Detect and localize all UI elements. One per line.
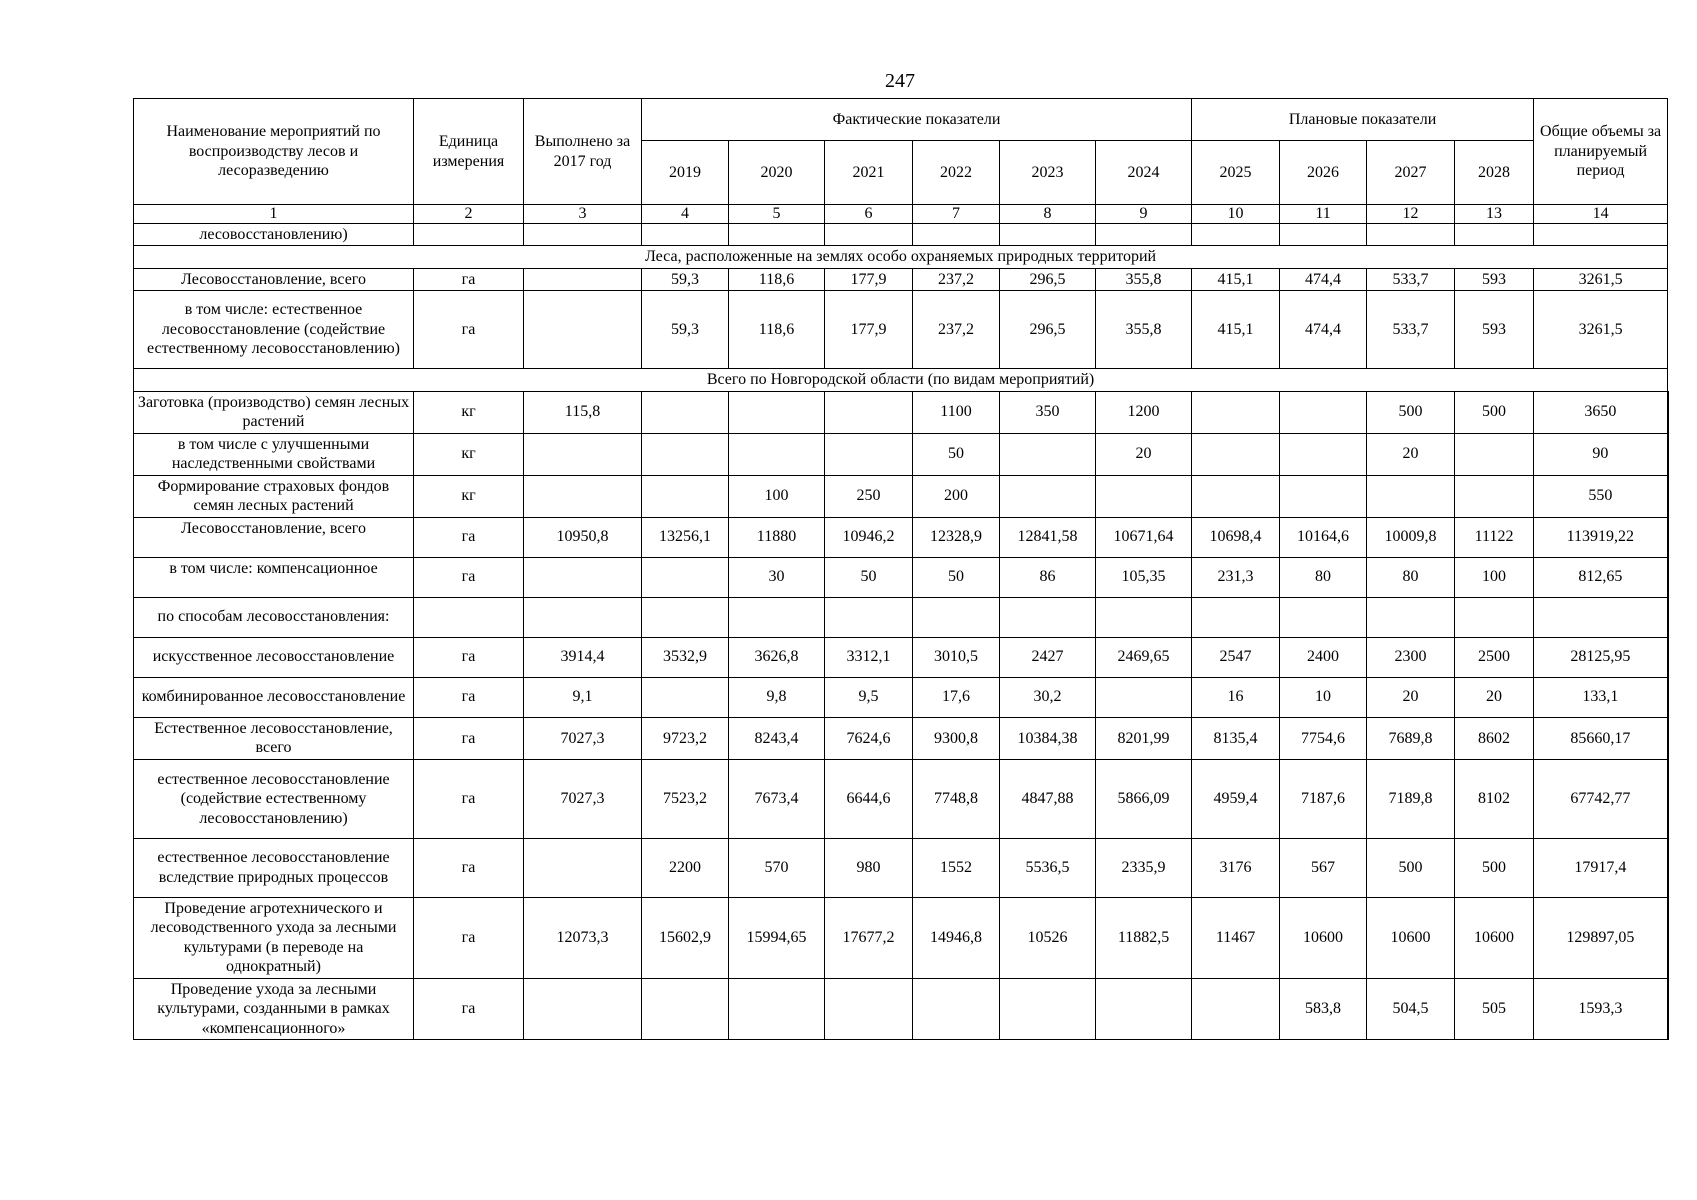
value-cell: 296,5	[1000, 291, 1096, 369]
row-name: Лесовосстановление, всего	[134, 517, 414, 557]
value-cell: 567	[1280, 838, 1367, 897]
table-row	[134, 897, 1668, 978]
column-number: 5	[729, 205, 825, 224]
value-cell: 2469,65	[1096, 637, 1192, 677]
column-number: 7	[913, 205, 1000, 224]
value-cell	[1367, 597, 1455, 637]
value-cell: 8102	[1455, 759, 1534, 838]
value-cell: 570	[729, 838, 825, 897]
value-cell	[524, 475, 642, 517]
value-cell: 3914,4	[524, 637, 642, 677]
value-cell: 2335,9	[1096, 838, 1192, 897]
value-cell: 1100	[913, 391, 1000, 433]
value-cell: 10	[1280, 677, 1367, 717]
value-cell: 177,9	[825, 268, 913, 291]
value-cell: 50	[825, 557, 913, 597]
value-cell: 474,4	[1280, 268, 1367, 291]
value-cell: 105,35	[1096, 557, 1192, 597]
row-name: Естественное лесовосстановление, всего	[134, 717, 414, 759]
value-cell: 1552	[913, 838, 1000, 897]
header-year: 2024	[1096, 141, 1192, 205]
table-row	[134, 433, 1668, 475]
row-name: комбинированное лесовосстановление	[134, 677, 414, 717]
value-cell	[642, 391, 729, 433]
value-cell: 9,5	[825, 677, 913, 717]
unit-cell: кг	[414, 475, 524, 517]
value-cell	[1280, 433, 1367, 475]
unit-cell: га	[414, 557, 524, 597]
value-cell	[1192, 597, 1280, 637]
value-cell: 3261,5	[1534, 268, 1668, 291]
unit-cell: га	[414, 517, 524, 557]
column-number: 9	[1096, 205, 1192, 224]
value-cell: 500	[1455, 391, 1534, 433]
value-cell	[1000, 597, 1096, 637]
value-cell: 8602	[1455, 717, 1534, 759]
value-cell: 533,7	[1367, 291, 1455, 369]
value-cell: 129897,05	[1534, 897, 1668, 978]
header-year: 2028	[1455, 141, 1534, 205]
value-cell: 8201,99	[1096, 717, 1192, 759]
table-row	[134, 978, 1668, 1040]
value-cell: 3650	[1534, 391, 1668, 433]
value-cell: 2400	[1280, 637, 1367, 677]
value-cell: 500	[1367, 838, 1455, 897]
header-plan-group: Плановые показатели	[1192, 99, 1534, 141]
value-cell: 533,7	[1367, 268, 1455, 291]
value-cell: 13256,1	[642, 517, 729, 557]
value-cell	[1192, 978, 1280, 1040]
column-number: 8	[1000, 205, 1096, 224]
value-cell: 15994,65	[729, 897, 825, 978]
value-cell	[1000, 475, 1096, 517]
value-cell	[1367, 475, 1455, 517]
unit-cell: га	[414, 291, 524, 369]
value-cell: 355,8	[1096, 291, 1192, 369]
value-cell: 16	[1192, 677, 1280, 717]
value-cell: 505	[1455, 978, 1534, 1040]
value-cell: 100	[729, 475, 825, 517]
value-cell: 9,1	[524, 677, 642, 717]
value-cell: 550	[1534, 475, 1668, 517]
value-cell	[913, 978, 1000, 1040]
value-cell: 177,9	[825, 291, 913, 369]
value-cell	[524, 838, 642, 897]
value-cell: 100	[1455, 557, 1534, 597]
value-cell	[1096, 475, 1192, 517]
value-cell: 118,6	[729, 291, 825, 369]
value-cell	[729, 597, 825, 637]
value-cell	[1534, 223, 1668, 246]
column-number: 6	[825, 205, 913, 224]
value-cell: 59,3	[642, 291, 729, 369]
header-year: 2026	[1280, 141, 1367, 205]
value-cell	[1534, 597, 1668, 637]
unit-cell: га	[414, 677, 524, 717]
value-cell	[1000, 223, 1096, 246]
value-cell	[1280, 597, 1367, 637]
value-cell	[825, 433, 913, 475]
table-row	[134, 597, 1668, 637]
column-number: 4	[642, 205, 729, 224]
value-cell: 11467	[1192, 897, 1280, 978]
unit-cell: га	[414, 637, 524, 677]
value-cell: 9,8	[729, 677, 825, 717]
value-cell	[1455, 597, 1534, 637]
value-cell: 5536,5	[1000, 838, 1096, 897]
column-number: 14	[1534, 205, 1668, 224]
value-cell	[1455, 433, 1534, 475]
value-cell: 30,2	[1000, 677, 1096, 717]
value-cell: 118,6	[729, 268, 825, 291]
value-cell: 7624,6	[825, 717, 913, 759]
value-cell: 85660,17	[1534, 717, 1668, 759]
value-cell: 115,8	[524, 391, 642, 433]
value-cell: 10164,6	[1280, 517, 1367, 557]
column-numbers-row	[134, 205, 1668, 224]
unit-cell: га	[414, 838, 524, 897]
value-cell: 11882,5	[1096, 897, 1192, 978]
table-row	[134, 517, 1668, 557]
column-number: 11	[1280, 205, 1367, 224]
value-cell: 20	[1367, 433, 1455, 475]
value-cell: 113919,22	[1534, 517, 1668, 557]
value-cell: 10600	[1280, 897, 1367, 978]
value-cell: 10600	[1367, 897, 1455, 978]
value-cell: 133,1	[1534, 677, 1668, 717]
section-header-row	[134, 246, 1668, 269]
row-name: в том числе: естественное лесовосстановление (содействие естественному лесовосстановлению)	[134, 291, 414, 369]
header-done-2017: Выполнено за 2017 год	[524, 99, 642, 205]
header-unit: Единица измерения	[414, 99, 524, 205]
header-name: Наименование мероприятий по воспроизводству лесов и лесоразведению	[134, 99, 414, 205]
column-number: 2	[414, 205, 524, 224]
value-cell: 10950,8	[524, 517, 642, 557]
value-cell: 20	[1367, 677, 1455, 717]
table-row	[134, 557, 1668, 597]
value-cell: 4847,88	[1000, 759, 1096, 838]
value-cell: 250	[825, 475, 913, 517]
column-number: 3	[524, 205, 642, 224]
value-cell: 11122	[1455, 517, 1534, 557]
value-cell	[1096, 978, 1192, 1040]
value-cell: 20	[1096, 433, 1192, 475]
value-cell	[1096, 677, 1192, 717]
value-cell	[524, 597, 642, 637]
value-cell	[1455, 223, 1534, 246]
value-cell: 7027,3	[524, 759, 642, 838]
unit-cell: кг	[414, 433, 524, 475]
value-cell	[642, 475, 729, 517]
value-cell	[642, 557, 729, 597]
value-cell	[729, 223, 825, 246]
value-cell: 3176	[1192, 838, 1280, 897]
value-cell	[524, 291, 642, 369]
value-cell: 500	[1367, 391, 1455, 433]
column-number: 1	[134, 205, 414, 224]
value-cell: 90	[1534, 433, 1668, 475]
value-cell: 350	[1000, 391, 1096, 433]
value-cell	[825, 978, 913, 1040]
table-row	[134, 637, 1668, 677]
value-cell: 86	[1000, 557, 1096, 597]
value-cell: 3261,5	[1534, 291, 1668, 369]
value-cell: 237,2	[913, 268, 1000, 291]
value-cell: 7027,3	[524, 717, 642, 759]
value-cell: 2427	[1000, 637, 1096, 677]
table-row	[134, 717, 1668, 759]
value-cell: 2547	[1192, 637, 1280, 677]
value-cell: 474,4	[1280, 291, 1367, 369]
value-cell: 8243,4	[729, 717, 825, 759]
value-cell: 17677,2	[825, 897, 913, 978]
row-name: лесовосстановлению)	[134, 223, 414, 246]
value-cell: 7673,4	[729, 759, 825, 838]
value-cell: 20	[1455, 677, 1534, 717]
value-cell: 10671,64	[1096, 517, 1192, 557]
row-name: естественное лесовосстановление (содействие естественному лесовосстановлению)	[134, 759, 414, 838]
value-cell: 4959,4	[1192, 759, 1280, 838]
value-cell: 593	[1455, 291, 1534, 369]
value-cell: 980	[825, 838, 913, 897]
value-cell	[1280, 391, 1367, 433]
value-cell: 11880	[729, 517, 825, 557]
row-name: искусственное лесовосстановление	[134, 637, 414, 677]
value-cell: 504,5	[1367, 978, 1455, 1040]
table-row	[134, 391, 1668, 433]
value-cell: 9300,8	[913, 717, 1000, 759]
page-number: 247	[885, 70, 915, 92]
value-cell	[1096, 223, 1192, 246]
value-cell: 415,1	[1192, 268, 1280, 291]
unit-cell: га	[414, 897, 524, 978]
column-number: 13	[1455, 205, 1534, 224]
value-cell	[1280, 475, 1367, 517]
header-year: 2025	[1192, 141, 1280, 205]
value-cell: 593	[1455, 268, 1534, 291]
value-cell: 583,8	[1280, 978, 1367, 1040]
value-cell: 80	[1367, 557, 1455, 597]
value-cell: 10009,8	[1367, 517, 1455, 557]
value-cell	[1192, 433, 1280, 475]
value-cell	[825, 597, 913, 637]
row-name: Заготовка (производство) семян лесных растений	[134, 391, 414, 433]
value-cell	[524, 268, 642, 291]
section-title: Всего по Новгородской области (по видам мероприятий)	[134, 369, 1668, 392]
value-cell	[642, 433, 729, 475]
value-cell	[642, 677, 729, 717]
forest-reproduction-table	[133, 98, 1669, 1040]
value-cell: 7189,8	[1367, 759, 1455, 838]
value-cell	[825, 223, 913, 246]
value-cell: 12841,58	[1000, 517, 1096, 557]
value-cell: 14946,8	[913, 897, 1000, 978]
row-name: в том числе с улучшенными наследственными свойствами	[134, 433, 414, 475]
value-cell: 500	[1455, 838, 1534, 897]
value-cell: 200	[913, 475, 1000, 517]
row-name: Формирование страховых фондов семян лесных растений	[134, 475, 414, 517]
value-cell	[729, 391, 825, 433]
value-cell: 80	[1280, 557, 1367, 597]
value-cell	[913, 597, 1000, 637]
unit-cell: га	[414, 759, 524, 838]
value-cell: 296,5	[1000, 268, 1096, 291]
header-year: 2019	[642, 141, 729, 205]
table-body	[134, 223, 1668, 1040]
header-year: 2021	[825, 141, 913, 205]
value-cell: 3010,5	[913, 637, 1000, 677]
value-cell: 8135,4	[1192, 717, 1280, 759]
value-cell: 355,8	[1096, 268, 1192, 291]
value-cell: 9723,2	[642, 717, 729, 759]
value-cell: 10384,38	[1000, 717, 1096, 759]
header-year: 2020	[729, 141, 825, 205]
value-cell	[1096, 597, 1192, 637]
value-cell: 6644,6	[825, 759, 913, 838]
value-cell: 7754,6	[1280, 717, 1367, 759]
value-cell	[729, 433, 825, 475]
column-number: 10	[1192, 205, 1280, 224]
table-row	[134, 268, 1668, 291]
row-name: Лесовосстановление, всего	[134, 268, 414, 291]
table-header	[134, 99, 1668, 224]
value-cell	[524, 978, 642, 1040]
header-year: 2023	[1000, 141, 1096, 205]
row-name: в том числе: компенсационное	[134, 557, 414, 597]
unit-cell	[414, 597, 524, 637]
value-cell: 415,1	[1192, 291, 1280, 369]
header-year: 2022	[913, 141, 1000, 205]
value-cell: 2300	[1367, 637, 1455, 677]
value-cell: 7523,2	[642, 759, 729, 838]
value-cell: 231,3	[1192, 557, 1280, 597]
table-row	[134, 759, 1668, 838]
row-name: по способам лесовосстановления:	[134, 597, 414, 637]
value-cell	[1192, 223, 1280, 246]
table-row	[134, 223, 1668, 246]
unit-cell: га	[414, 717, 524, 759]
value-cell	[1192, 391, 1280, 433]
value-cell: 10526	[1000, 897, 1096, 978]
value-cell: 59,3	[642, 268, 729, 291]
unit-cell: га	[414, 268, 524, 291]
value-cell	[642, 223, 729, 246]
value-cell: 5866,09	[1096, 759, 1192, 838]
value-cell: 7748,8	[913, 759, 1000, 838]
value-cell: 3532,9	[642, 637, 729, 677]
value-cell	[1000, 978, 1096, 1040]
value-cell: 12328,9	[913, 517, 1000, 557]
value-cell: 812,65	[1534, 557, 1668, 597]
value-cell	[729, 978, 825, 1040]
header-fact-group: Фактические показатели	[642, 99, 1192, 141]
table-row	[134, 677, 1668, 717]
row-name: естественное лесовосстановление вследствие природных процессов	[134, 838, 414, 897]
value-cell: 50	[913, 557, 1000, 597]
header-year: 2027	[1367, 141, 1455, 205]
value-cell: 17917,4	[1534, 838, 1668, 897]
value-cell: 17,6	[913, 677, 1000, 717]
row-name: Проведение ухода за лесными культурами, созданными в рамках «компенсационного»	[134, 978, 414, 1040]
value-cell: 1593,3	[1534, 978, 1668, 1040]
table-row	[134, 475, 1668, 517]
value-cell	[524, 557, 642, 597]
value-cell: 7187,6	[1280, 759, 1367, 838]
table-row	[134, 291, 1668, 369]
value-cell: 1200	[1096, 391, 1192, 433]
value-cell: 237,2	[913, 291, 1000, 369]
value-cell	[1367, 223, 1455, 246]
value-cell: 15602,9	[642, 897, 729, 978]
value-cell: 3626,8	[729, 637, 825, 677]
value-cell	[913, 223, 1000, 246]
value-cell: 10698,4	[1192, 517, 1280, 557]
value-cell	[1455, 475, 1534, 517]
value-cell: 67742,77	[1534, 759, 1668, 838]
value-cell	[825, 391, 913, 433]
column-number: 12	[1367, 205, 1455, 224]
value-cell	[1000, 433, 1096, 475]
value-cell	[642, 978, 729, 1040]
unit-cell: кг	[414, 391, 524, 433]
table-row	[134, 838, 1668, 897]
value-cell: 30	[729, 557, 825, 597]
header-total: Общие объемы за планируемый период	[1534, 99, 1668, 205]
value-cell	[1280, 223, 1367, 246]
value-cell: 12073,3	[524, 897, 642, 978]
value-cell: 2500	[1455, 637, 1534, 677]
value-cell	[1192, 475, 1280, 517]
value-cell: 28125,95	[1534, 637, 1668, 677]
value-cell: 50	[913, 433, 1000, 475]
row-name: Проведение агротехнического и лесоводственного ухода за лесными культурами (в переводе на однократный)	[134, 897, 414, 978]
value-cell: 2200	[642, 838, 729, 897]
section-header-row	[134, 369, 1668, 392]
value-cell: 3312,1	[825, 637, 913, 677]
section-title: Леса, расположенные на землях особо охраняемых природных территорий	[134, 246, 1668, 269]
value-cell: 10946,2	[825, 517, 913, 557]
value-cell: 7689,8	[1367, 717, 1455, 759]
value-cell	[642, 597, 729, 637]
value-cell: 10600	[1455, 897, 1534, 978]
unit-cell: га	[414, 978, 524, 1040]
value-cell	[524, 223, 642, 246]
unit-cell	[414, 223, 524, 246]
value-cell	[524, 433, 642, 475]
